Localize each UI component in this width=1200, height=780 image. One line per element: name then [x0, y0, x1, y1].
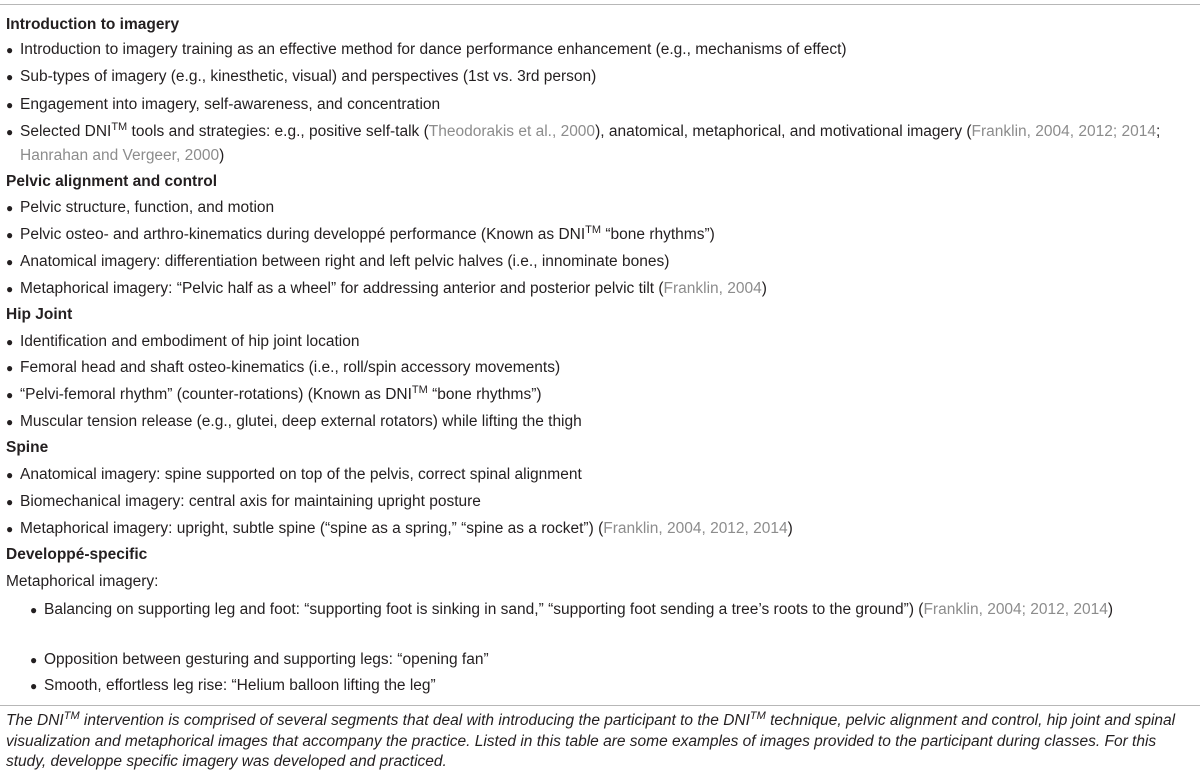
trademark-superscript: TM [585, 223, 602, 236]
list-item: ● Engagement into imagery, self-awareness, and concentration [6, 93, 1194, 117]
list-item: ● Selected DNI™ tools and strategies: e.g., positive self-talk (Theodorakis et al., 2000), anatomical, metaphorical, and motivational imagery (Franklin, 2004, 2012; 2014; Hanrahan and Vergeer, 2000) [6, 120, 1161, 164]
list-item: ● Anatomical imagery: differentiation between right and left pelvic halves (i.e., innominate bones) [6, 250, 1194, 274]
citation-link[interactable]: Franklin, 2004, 2012, 2014 [603, 520, 788, 537]
trademark-superscript: TM [749, 709, 766, 722]
list-item: ● Pelvic structure, function, and motion [6, 196, 1194, 220]
subheading-metaphorical: Metaphorical imagery: [6, 573, 159, 590]
bullet: ● [6, 468, 14, 482]
citation-link[interactable]: Franklin, 2004 [663, 280, 762, 297]
bullet: ● [6, 495, 14, 509]
bullet: ● [6, 98, 14, 112]
citation-link[interactable]: Franklin, 2004, 2012; 2014 [971, 123, 1156, 140]
section-heading-spine: Spine [6, 439, 49, 456]
list-item: ● Pelvic osteo- and arthro-kinematics during developpé performance (Known as DNI™ “bone rhythms”) [6, 223, 1194, 247]
bullet: ● [6, 361, 14, 375]
list-item: ● Muscular tension release (e.g., glutei, deep external rotators) while lifting the thigh [6, 410, 1194, 434]
bullet: ● [30, 653, 38, 667]
citation-link[interactable]: Theodorakis et al., 2000 [428, 123, 596, 140]
list-item: ● Opposition between gesturing and supporting legs: “opening fan” [30, 648, 1194, 672]
list-item: ● Metaphorical imagery: upright, subtle spine (“spine as a spring,” “spine as a rocket”) (Franklin, 2004, 2012, 2014) [6, 517, 1194, 541]
bullet: ● [6, 282, 14, 296]
list-item: ● Femoral head and shaft osteo-kinematics (i.e., roll/spin accessory movements) [6, 356, 1194, 380]
list-item: ● Balancing on supporting leg and foot: “supporting foot is sinking in sand,” “supporting foot sending a tree’s roots to the ground”) (Franklin, 2004; 2012, 2014) [30, 598, 1194, 622]
bullet: ● [6, 201, 14, 215]
bullet: ● [6, 335, 14, 349]
table-top-rule [0, 4, 1200, 5]
bullet: ● [6, 228, 14, 242]
section-heading-hip: Hip Joint [6, 306, 73, 323]
list-item: ● Metaphorical imagery: “Pelvic half as a wheel” for addressing anterior and posterior pelvic tilt (Franklin, 2004) [6, 277, 1194, 301]
citation-link[interactable]: Franklin, 2004; 2012, 2014 [923, 601, 1108, 618]
bullet: ● [6, 125, 14, 139]
bullet: ● [30, 679, 38, 693]
bullet: ● [6, 43, 14, 57]
trademark-superscript: TM [111, 120, 128, 133]
section-heading-developpe: Developpé-specific [6, 546, 148, 563]
bullet: ● [6, 388, 14, 402]
trademark-superscript: TM [63, 709, 80, 722]
trademark-superscript: TM [411, 383, 428, 396]
list-item: ● Identification and embodiment of hip joint location [6, 330, 1194, 354]
bullet: ● [6, 70, 14, 84]
table-footnote: The DNI™ intervention is comprised of several segments that deal with introducing the participant to the DNI™ technique, pelvic alignment and control, hip joint and spinal visualization and metaphorical images that accompany the practice. Listed in this table are some examples of images provided to the participant during classes. For this study, developpe specific imagery was developed and practiced. [6, 709, 1176, 770]
bullet: ● [6, 255, 14, 269]
list-item: ● Smooth, effortless leg rise: “Helium balloon lifting the leg” [30, 674, 1194, 698]
table-bottom-rule [0, 705, 1200, 706]
bullet: ● [6, 415, 14, 429]
list-item: ● Biomechanical imagery: central axis for maintaining upright posture [6, 490, 1194, 514]
section-heading-introduction: Introduction to imagery [6, 16, 180, 33]
citation-link[interactable]: Hanrahan and Vergeer, 2000 [20, 147, 220, 164]
list-item: ● “Pelvi-femoral rhythm” (counter-rotations) (Known as DNI™ “bone rhythms”) [6, 383, 1194, 407]
list-item: ● Anatomical imagery: spine supported on top of the pelvis, correct spinal alignment [6, 463, 1194, 487]
list-item: ● Introduction to imagery training as an effective method for dance performance enhancement (e.g., mechanisms of effect) [6, 38, 1194, 62]
section-heading-pelvic: Pelvic alignment and control [6, 173, 218, 190]
list-item: ● Sub-types of imagery (e.g., kinesthetic, visual) and perspectives (1st vs. 3rd person) [6, 65, 1194, 89]
bullet: ● [30, 603, 38, 617]
bullet: ● [6, 522, 14, 536]
